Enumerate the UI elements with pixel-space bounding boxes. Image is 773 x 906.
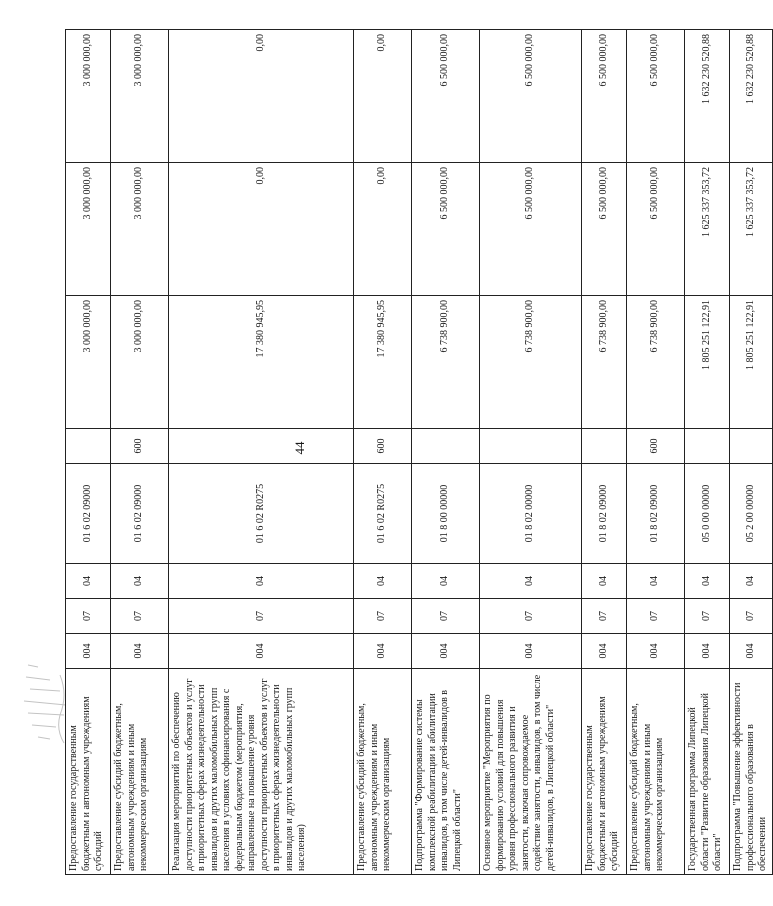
row-section-code: 07: [627, 599, 685, 634]
row-expense-type: [66, 429, 111, 464]
row-section-code: 07: [730, 599, 773, 634]
row-target-article: 01 8 02 00000: [480, 464, 582, 564]
row-ministry-code: 004: [66, 634, 111, 669]
row-sum-year-3: 6 500 000,00: [412, 30, 480, 163]
row-target-article: 01 8 00 00000: [412, 464, 480, 564]
row-sum-year-2: 1 625 337 353,72: [730, 163, 773, 296]
row-name: Подпрограмма "Формирование системы комплексной реабилитации и абилитации инвалидов, в том числе детей-инвалидов в Липецкой области": [412, 669, 480, 875]
row-sum-year-1: 3 000 000,00: [111, 296, 169, 429]
row-sum-year-1: 17 380 945,95: [169, 296, 354, 429]
row-section-code: 07: [169, 599, 354, 634]
row-ministry-code: 004: [582, 634, 627, 669]
row-sum-year-2: 3 000 000,00: [66, 163, 111, 296]
row-ministry-code: 004: [111, 634, 169, 669]
row-sum-year-1: 3 000 000,00: [66, 296, 111, 429]
row-name: Предоставление государственным бюджетным и автономным учреждениям субсидий: [582, 669, 627, 875]
row-subsection-code: 04: [685, 564, 730, 599]
row-ministry-code: 004: [685, 634, 730, 669]
row-sum-year-3: 1 632 230 520,88: [730, 30, 773, 163]
row-target-article: 05 2 00 00000: [730, 464, 773, 564]
row-ministry-code: 004: [480, 634, 582, 669]
row-sum-year-3: 0,00: [354, 30, 412, 163]
row-target-article: 05 0 00 00000: [685, 464, 730, 564]
row-subsection-code: 04: [480, 564, 582, 599]
row-sum-year-3: 0,00: [169, 30, 354, 163]
row-subsection-code: 04: [111, 564, 169, 599]
table-row: [66, 30, 111, 875]
row-subsection-code: 04: [412, 564, 480, 599]
row-sum-year-2: 6 500 000,00: [412, 163, 480, 296]
row-subsection-code: 04: [582, 564, 627, 599]
row-target-article: 01 6 02 R0275: [169, 464, 354, 564]
row-name: Государственная программа Липецкой области "Развитие образования Липецкой области": [685, 669, 730, 875]
table-row: [582, 30, 627, 875]
row-name: Реализация мероприятий по обеспечению доступности приоритетных объектов и услуг в приоритетных сферах жизнедеятельности инвалидов и других маломобильных групп населения в условиях софинансирования с федеральным бюджетом (мероприятия, направленные на повышение уровня доступности приоритетных объектов и услуг в приоритетных сферах жизнедеятельности инвалидов и других маломобильных групп населения): [169, 669, 354, 875]
row-sum-year-2: 6 500 000,00: [627, 163, 685, 296]
table-row: [480, 30, 582, 875]
row-subsection-code: 04: [66, 564, 111, 599]
row-name: Основное мероприятие "Мероприятия по формированию условий для повышения уровня профессионального развития и занятости, включая сопровождаемое содействие занятости, инвалидов, в том числе детей-инвалидов, в Липецкой области": [480, 669, 582, 875]
budget-table-body: [66, 30, 773, 875]
table-row: [627, 30, 685, 875]
row-expense-type: 600: [111, 429, 169, 464]
row-target-article: 01 8 02 09000: [582, 464, 627, 564]
row-expense-type: [730, 429, 773, 464]
row-section-code: 07: [111, 599, 169, 634]
table-row: [354, 30, 412, 875]
row-expense-type: 600: [627, 429, 685, 464]
row-name: Подпрограмма "Повышение эффективности профессионального образования в обеспечении: [730, 669, 773, 875]
row-subsection-code: 04: [354, 564, 412, 599]
row-sum-year-2: 3 000 000,00: [111, 163, 169, 296]
table-row: [111, 30, 169, 875]
row-ministry-code: 004: [412, 634, 480, 669]
row-sum-year-1: 6 738 900,00: [412, 296, 480, 429]
row-sum-year-1: 1 805 251 122,91: [685, 296, 730, 429]
row-sum-year-2: 6 500 000,00: [582, 163, 627, 296]
row-sum-year-1: 6 738 900,00: [480, 296, 582, 429]
row-subsection-code: 04: [627, 564, 685, 599]
row-expense-type: [412, 429, 480, 464]
page-number: 44: [292, 441, 307, 455]
row-sum-year-1: 6 738 900,00: [582, 296, 627, 429]
row-sum-year-3: 6 500 000,00: [627, 30, 685, 163]
row-target-article: 01 6 02 09000: [111, 464, 169, 564]
row-section-code: 07: [480, 599, 582, 634]
row-name: Предоставление субсидий бюджетным, автономным учреждениям и иным некоммерческим организациям: [354, 669, 412, 875]
budget-table-container: [65, 30, 768, 875]
row-name: Предоставление субсидий бюджетным, автономным учреждениям и иным некоммерческим организациям: [627, 669, 685, 875]
row-section-code: 07: [412, 599, 480, 634]
row-sum-year-1: 6 738 900,00: [627, 296, 685, 429]
row-ministry-code: 004: [169, 634, 354, 669]
row-section-code: 07: [66, 599, 111, 634]
row-name: Предоставление субсидий бюджетным, автономным учреждениям и иным некоммерческим организациям: [111, 669, 169, 875]
row-target-article: 01 6 02 09000: [66, 464, 111, 564]
row-sum-year-1: 17 380 945,95: [354, 296, 412, 429]
row-section-code: 07: [582, 599, 627, 634]
row-subsection-code: 04: [169, 564, 354, 599]
row-expense-type: [480, 429, 582, 464]
row-sum-year-1: 1 805 251 122,91: [730, 296, 773, 429]
row-sum-year-3: 6 500 000,00: [582, 30, 627, 163]
row-sum-year-2: 0,00: [354, 163, 412, 296]
row-sum-year-2: 6 500 000,00: [480, 163, 582, 296]
row-target-article: 01 8 02 09000: [627, 464, 685, 564]
row-section-code: 07: [354, 599, 412, 634]
row-expense-type: [685, 429, 730, 464]
row-sum-year-2: 0,00: [169, 163, 354, 296]
row-ministry-code: 004: [354, 634, 412, 669]
table-row: [685, 30, 730, 875]
row-sum-year-3: 3 000 000,00: [66, 30, 111, 163]
budget-table: [65, 29, 773, 875]
row-sum-year-2: 1 625 337 353,72: [685, 163, 730, 296]
row-expense-type: [169, 429, 354, 464]
table-row: [730, 30, 773, 875]
row-subsection-code: 04: [730, 564, 773, 599]
row-sum-year-3: 6 500 000,00: [480, 30, 582, 163]
table-row: [169, 30, 354, 875]
row-ministry-code: 004: [627, 634, 685, 669]
row-section-code: 07: [685, 599, 730, 634]
row-ministry-code: 004: [730, 634, 773, 669]
table-row: [412, 30, 480, 875]
row-expense-type: 600: [354, 429, 412, 464]
row-target-article: 01 6 02 R0275: [354, 464, 412, 564]
row-sum-year-3: 1 632 230 520,88: [685, 30, 730, 163]
row-expense-type: [582, 429, 627, 464]
row-name: Предоставление государственным бюджетным и автономным учреждениям субсидий: [66, 669, 111, 875]
row-sum-year-3: 3 000 000,00: [111, 30, 169, 163]
